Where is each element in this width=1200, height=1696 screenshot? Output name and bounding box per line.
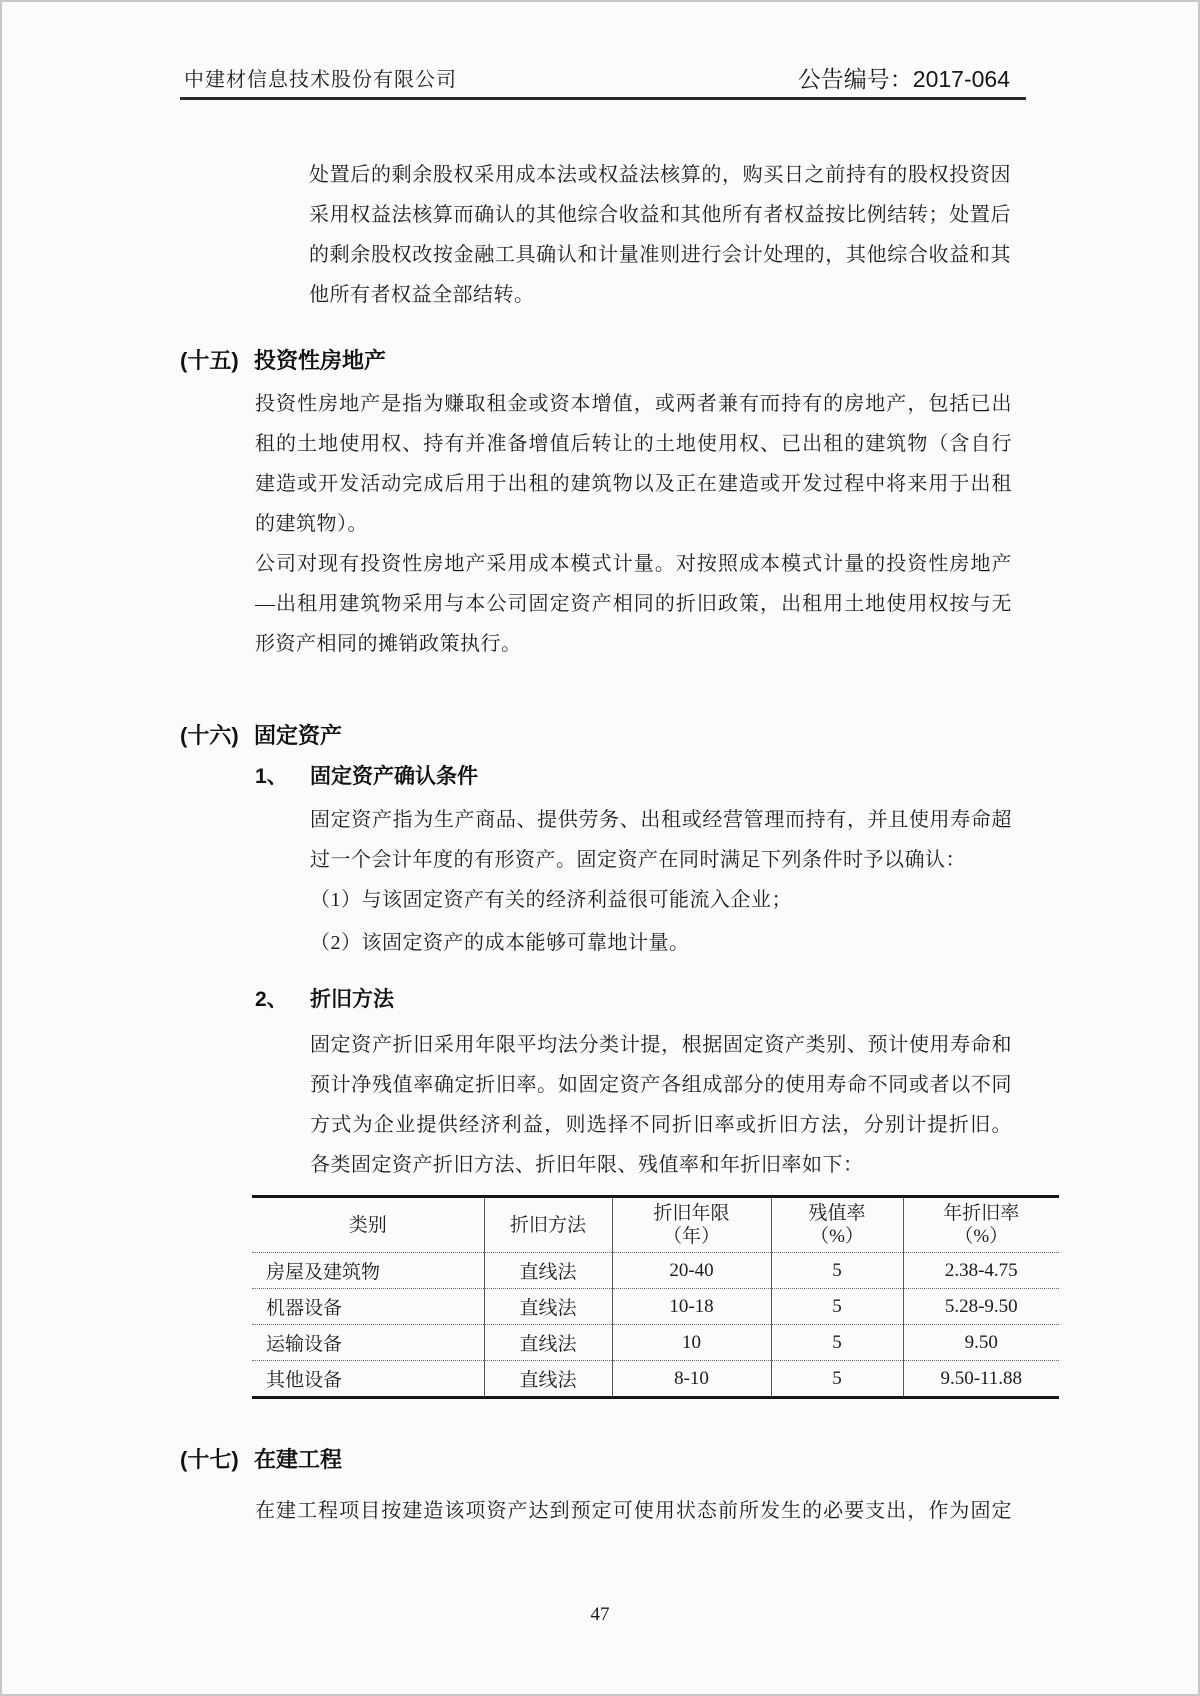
cell-category: 其他设备	[266, 1370, 343, 1391]
col-header-years	[612, 1197, 771, 1253]
section-17-number: (十七)	[180, 1447, 239, 1472]
cell-residual: 5	[771, 1253, 903, 1289]
sub2-line: 固定资产折旧采用年限平均法分类计提，根据固定资产类别、预计使用寿命和	[310, 1034, 1012, 1056]
cell-method: 直线法	[484, 1289, 612, 1325]
cell-residual: 5	[771, 1361, 903, 1398]
subsection-1-heading	[2, 762, 1198, 792]
cell-category: 机器设备	[252, 1289, 484, 1325]
condition-item: （2）该固定资产的成本能够可靠地计量。	[310, 932, 690, 954]
cell-years: 10	[612, 1325, 771, 1361]
depreciation-table	[252, 1195, 1059, 1399]
col-header-category: 类别	[252, 1197, 484, 1253]
s15-line: 形资产相同的摊销政策执行。	[255, 633, 522, 655]
page-number: 47	[590, 1604, 610, 1625]
subsection-2-heading	[2, 985, 1198, 1015]
cell-category: 运输设备	[252, 1325, 484, 1361]
table-header-row	[252, 1197, 1059, 1253]
intro-line: 的剩余股权改按金融工具确认和计量准则进行会计处理的，其他综合收益和其	[309, 244, 1011, 266]
s17-line: 在建工程项目按建造该项资产达到预定可使用状态前所发生的必要支出，作为固定	[255, 1500, 1012, 1522]
cell-annual-rate: 5.28-9.50	[903, 1289, 1059, 1325]
table-row	[252, 1361, 1059, 1398]
section-15-body	[255, 384, 1012, 664]
col-header-annual-rate-line2: （%）	[954, 1226, 1009, 1247]
cell-residual: 5	[771, 1325, 903, 1361]
section-16-title: 固定资产	[254, 723, 343, 748]
header-company-name: 中建材信息技术股份有限公司	[184, 69, 457, 91]
table-row	[252, 1253, 1059, 1289]
header-announcement-number: 公告编号：2017-064	[797, 66, 1010, 92]
intro-line: 他所有者权益全部结转。	[309, 284, 535, 306]
cell-annual-rate: 9.50-11.88	[903, 1361, 1059, 1398]
section-15-heading	[2, 346, 1198, 376]
subsection-2-body	[310, 1025, 1012, 1185]
s15-line: 建造或开发活动完成后用于出租的建筑物以及正在建造或开发过程中将来用于出租	[255, 473, 1012, 495]
table-row	[252, 1325, 1059, 1361]
section-17-title: 在建工程	[254, 1447, 343, 1472]
col-header-method: 折旧方法	[484, 1197, 612, 1253]
s15-line: 公司对现有投资性房地产采用成本模式计量。对按照成本模式计量的投资性房地产	[255, 553, 1012, 575]
section-17-body	[255, 1491, 1012, 1531]
intro-line: 采用权益法核算而确认的其他综合收益和其他所有者权益按比例结转；处置后	[309, 204, 1011, 226]
col-header-residual-line1: 残值率	[808, 1203, 866, 1224]
cell-category: 房屋及建筑物	[252, 1253, 484, 1289]
s15-line: 租的土地使用权、持有并准备增值后转让的土地使用权、已出租的建筑物（含自行	[255, 433, 1012, 455]
sub1-line: 固定资产指为生产商品、提供劳务、出租或经营管理而持有，并且使用寿命超	[310, 809, 1012, 831]
intro-paragraph	[309, 155, 1011, 315]
col-header-residual-line2: （%）	[810, 1226, 864, 1247]
subsection-2-title: 折旧方法	[310, 988, 394, 1011]
table-row	[252, 1289, 1059, 1325]
cell-years: 8-10	[612, 1361, 771, 1398]
sub1-line: 过一个会计年度的有形资产。固定资产在同时满足下列条件时予以确认：	[310, 849, 966, 871]
s15-line: 的建筑物）。	[255, 513, 368, 535]
sub2-line: 预计净残值率确定折旧率。如固定资产各组成部分的使用寿命不同或者以不同	[310, 1074, 1012, 1096]
col-header-annual-rate	[903, 1197, 1059, 1253]
subsection-1-item-2	[310, 923, 1012, 963]
header-rule	[180, 97, 1026, 100]
section-16-number: (十六)	[180, 723, 239, 748]
col-header-annual-rate-line1: 年折旧率	[943, 1203, 1020, 1224]
s15-line: 投资性房地产是指为赚取租金或资本增值，或两者兼有而持有的房地产，包括已出	[255, 393, 1012, 415]
col-header-years-line1: 折旧年限	[653, 1203, 730, 1224]
section-15-number: (十五)	[180, 348, 239, 373]
cell-years: 10-18	[612, 1289, 771, 1325]
subsection-2-number: 2、	[255, 988, 288, 1011]
s15-line: —出租用建筑物采用与本公司固定资产相同的折旧政策，出租用土地使用权按与无	[255, 593, 1012, 615]
cell-years: 20-40	[612, 1253, 771, 1289]
subsection-1-number: 1、	[255, 765, 288, 788]
cell-annual-rate: 2.38-4.75	[903, 1253, 1059, 1289]
subsection-1-body	[310, 800, 1012, 880]
col-header-years-line2: （年）	[662, 1226, 720, 1247]
col-header-residual	[771, 1197, 903, 1253]
subsection-1-item-1	[310, 880, 1012, 920]
section-16-heading	[2, 721, 1198, 751]
cell-annual-rate: 9.50	[903, 1325, 1059, 1361]
condition-item: （1）与该固定资产有关的经济利益很可能流入企业；	[310, 889, 792, 911]
sub2-line: 各类固定资产折旧方法、折旧年限、残值率和年折旧率如下：	[310, 1154, 864, 1176]
cell-method: 直线法	[484, 1325, 612, 1361]
cell-method: 直线法	[484, 1253, 612, 1289]
sub2-line: 方式为企业提供经济利益，则选择不同折旧率或折旧方法，分别计提折旧。	[310, 1114, 1012, 1136]
cell-residual: 5	[771, 1289, 903, 1325]
intro-line: 处置后的剩余股权采用成本法或权益法核算的，购买日之前持有的股权投资因	[309, 164, 1011, 186]
cell-method: 直线法	[484, 1361, 612, 1398]
section-15-title: 投资性房地产	[254, 348, 387, 373]
subsection-1-title: 固定资产确认条件	[310, 765, 478, 788]
section-17-heading	[2, 1445, 1198, 1475]
